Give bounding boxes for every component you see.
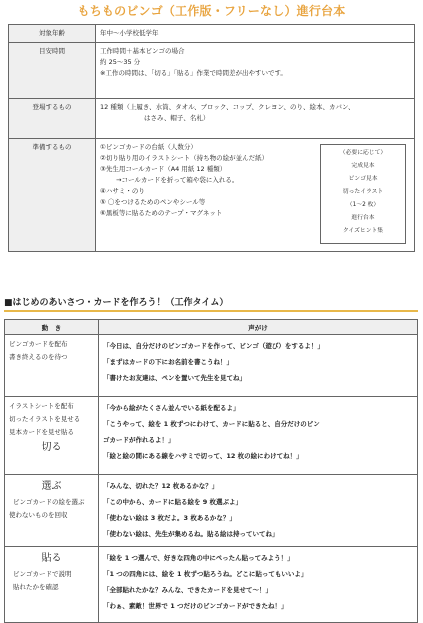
action-line: ビンゴカードで説明 xyxy=(13,570,72,578)
prep-line: ①ビンゴカードの台紙（人数分） xyxy=(100,143,197,151)
speech-cell xyxy=(99,335,418,397)
speech-line: 「わぁ、素敵！世界で 1 つだけのビンゴカードができたね！」 xyxy=(103,602,288,610)
items-value xyxy=(96,99,415,139)
speech-line: 「今から絵がたくさん並んでいる紙を配るよ」 xyxy=(103,404,240,412)
page-title: もちものビンゴ（工作版・フリーなし）進行台本 xyxy=(77,4,346,18)
prep-line: ③先生用コールカード（A4 用紙 12 種類） xyxy=(100,165,227,173)
prep-line: →コールカードを折って箱や袋に入れる。 xyxy=(116,176,239,184)
speech-line: 「みんな、切れた？12 枚あるかな？」 xyxy=(103,482,219,490)
note-line: ビンゴ見本 xyxy=(348,176,378,182)
time-line: 工作時間＋基本ビンゴの場合 xyxy=(100,47,185,55)
note-line: （1～2 枚） xyxy=(346,202,380,208)
col-action-header: 動 き xyxy=(5,320,99,335)
speech-line: 「まずはカードの下にお名前を書こうね！」 xyxy=(103,358,233,366)
action-line: ビンゴカードを配布 xyxy=(9,340,68,348)
note-line: 切ったイラスト xyxy=(342,189,384,195)
speech-line: 「こうやって、絵を 1 枚ずつにわけて、カードに貼ると、自分だけのビン xyxy=(103,420,320,428)
speech-line: 「絵を 1 つ選んで、好きな四角の中にぺったん貼ってみよう！」 xyxy=(103,554,294,562)
action-line: 切ったイラストを見せる xyxy=(9,415,81,423)
speech-line: 「使わない絵は 3 枚だよ。3 枚あるかな？」 xyxy=(103,514,236,522)
time-value xyxy=(96,43,415,99)
items-line: はさみ、帽子、名札） xyxy=(144,114,210,122)
target-age-value: 年中～小学校低学年 xyxy=(96,25,415,43)
items-line: 12 種類（上履き、水筒、タオル、ブロック、コップ、クレヨン、のり、絵本、カバン、 xyxy=(100,103,355,111)
section-heading: ■はじめのあいさつ・カードを作ろう！（工作タイム） xyxy=(4,295,418,312)
note-line: クイズヒント集 xyxy=(342,228,384,234)
col-speech-header: 声がけ xyxy=(99,320,418,335)
action-line: イラストシートを配布 xyxy=(9,402,74,410)
speech-cell xyxy=(99,475,418,547)
step-label: 貼る xyxy=(41,553,62,564)
table-row xyxy=(5,547,418,623)
prep-value xyxy=(96,139,415,252)
table-row xyxy=(5,397,418,475)
speech-line: 「使わない絵は、先生が集めるね。貼る絵は持っていてね」 xyxy=(103,530,279,538)
action-cell xyxy=(5,335,99,397)
target-age-label: 対象年齢 xyxy=(9,25,96,43)
overview-table xyxy=(8,24,415,252)
time-label: 目安時間 xyxy=(9,43,96,99)
time-line: 約 25～35 分 xyxy=(100,58,141,66)
action-cell xyxy=(5,397,99,475)
speech-cell xyxy=(99,547,418,623)
action-cell xyxy=(5,547,99,623)
prep-line: ②切り貼り用のイラストシート（持ち物の絵が並んだ紙） xyxy=(100,154,269,162)
speech-line: 「書けたお友達は、ペンを置いて先生を見てね」 xyxy=(103,374,246,382)
speech-line: 「絵と絵の間にある線をハサミで切って、12 枚の絵にわけてね！」 xyxy=(103,452,303,460)
speech-line: 「今日は、自分だけのビンゴカードを作って、ビンゴ（遊び）をするよ！」 xyxy=(103,342,324,350)
speech-line: 「全部貼れたかな？みんな、できたカードを見せて～！」 xyxy=(103,586,272,594)
step-label: 切る xyxy=(41,442,62,453)
table-row xyxy=(5,335,418,397)
items-label: 登場するもの xyxy=(9,99,96,139)
note-line: （必要に応じて） xyxy=(339,150,387,156)
prep-line: ⑥黒板等に貼るためのテープ・マグネット xyxy=(100,209,223,217)
prep-line: ④ハサミ・のり xyxy=(100,187,145,195)
script-table xyxy=(4,319,418,623)
action-line: 書き終えるのを待つ xyxy=(9,353,68,361)
action-line: 使わないものを回収 xyxy=(9,511,68,519)
action-cell xyxy=(5,475,99,547)
note-line: 進行台本 xyxy=(351,215,375,221)
optional-items-box xyxy=(320,144,406,244)
prep-line: ⑤ 〇をつけるためのペンやシール等 xyxy=(100,198,206,206)
action-line: 貼れたかを確認 xyxy=(13,583,59,591)
action-line: ビンゴカードの絵を選ぶ xyxy=(13,498,85,506)
speech-cell xyxy=(99,397,418,475)
table-row xyxy=(5,475,418,547)
speech-line: 「1 つの四角には、絵を 1 枚ずつ貼ろうね。どこに貼ってもいいよ」 xyxy=(103,570,308,578)
speech-line: 「この中から、カードに貼る絵を 9 枚選ぶよ」 xyxy=(103,498,243,506)
speech-line: ゴカードが作れるよ！」 xyxy=(103,436,175,444)
step-label: 選ぶ xyxy=(41,481,62,492)
action-line: 見本カードを見せ貼る xyxy=(9,428,74,436)
prep-label: 準備するもの xyxy=(9,139,96,252)
note-line: 完成見本 xyxy=(351,163,375,169)
time-line: ※工作の時間は、「切る」「貼る」作業で時間差が出やすいです。 xyxy=(100,69,287,77)
